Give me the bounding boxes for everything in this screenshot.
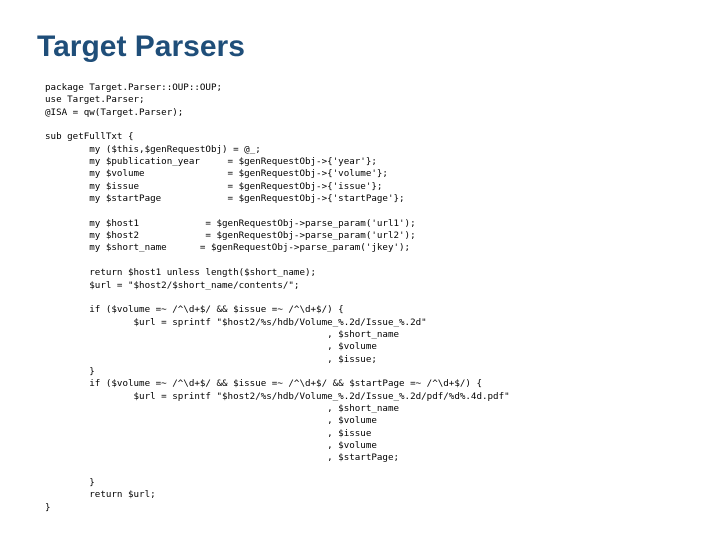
code-line [45, 205, 510, 217]
code-line: , $short_name [45, 328, 400, 340]
code-line [45, 119, 510, 131]
code-line: sub getFullTxt { [45, 131, 134, 143]
slide-title: Target Parsers [37, 30, 245, 63]
code-line: } [45, 501, 51, 513]
code-line: } [45, 365, 95, 377]
code-line: , $startPage; [45, 452, 400, 464]
code-line: , $volume [45, 341, 377, 353]
code-line: my $short_name = $genRequestObj->parse_param('jkey'); [45, 242, 411, 254]
code-line: @ISA = qw(Target.Parser); [45, 106, 184, 118]
code-listing [45, 82, 510, 514]
code-line: if ($volume =~ /^\d+$/ && $issue =~ /^\d+$/ && $startPage =~ /^\d+$/) { [45, 378, 482, 390]
code-line: , $issue; [45, 353, 377, 365]
code-line: if ($volume =~ /^\d+$/ && $issue =~ /^\d+$/) { [45, 304, 344, 316]
code-line: package Target.Parser::OUP::OUP; [45, 82, 223, 93]
code-line: my $volume = $genRequestObj->{'volume'}; [45, 168, 388, 180]
code-line [45, 465, 510, 477]
code-line: } [45, 477, 95, 488]
code-line: , $issue [45, 427, 372, 439]
code-line: , $volume [45, 415, 377, 427]
code-line: my $startPage = $genRequestObj->{'startPage'}; [45, 193, 405, 205]
code-line: use Target.Parser; [45, 94, 145, 106]
code-line: $url = sprintf "$host2/%s/hdb/Volume_%.2d/Issue_%.2d" [45, 316, 427, 328]
code-line [45, 292, 510, 304]
code-line: my ($this,$genRequestObj) = @_; [45, 143, 261, 155]
code-line: , $volume [45, 439, 377, 451]
code-line: my $host2 = $genRequestObj->parse_param('url2'); [45, 230, 416, 242]
code-line: my $issue = $genRequestObj->{'issue'}; [45, 180, 383, 192]
code-line: my $publication_year = $genRequestObj->{'year'}; [45, 156, 377, 168]
code-line: return $url; [45, 489, 156, 501]
code-line: $url = "$host2/$short_name/contents/"; [45, 279, 300, 291]
code-line: return $host1 unless length($short_name); [45, 267, 317, 279]
code-line: , $short_name [45, 402, 400, 414]
code-line: my $host1 = $genRequestObj->parse_param('url1'); [45, 217, 416, 229]
code-line [45, 255, 510, 267]
code-line: $url = sprintf "$host2/%s/hdb/Volume_%.2d/Issue_%.2d/pdf/%d%.4d.pdf" [45, 390, 510, 402]
